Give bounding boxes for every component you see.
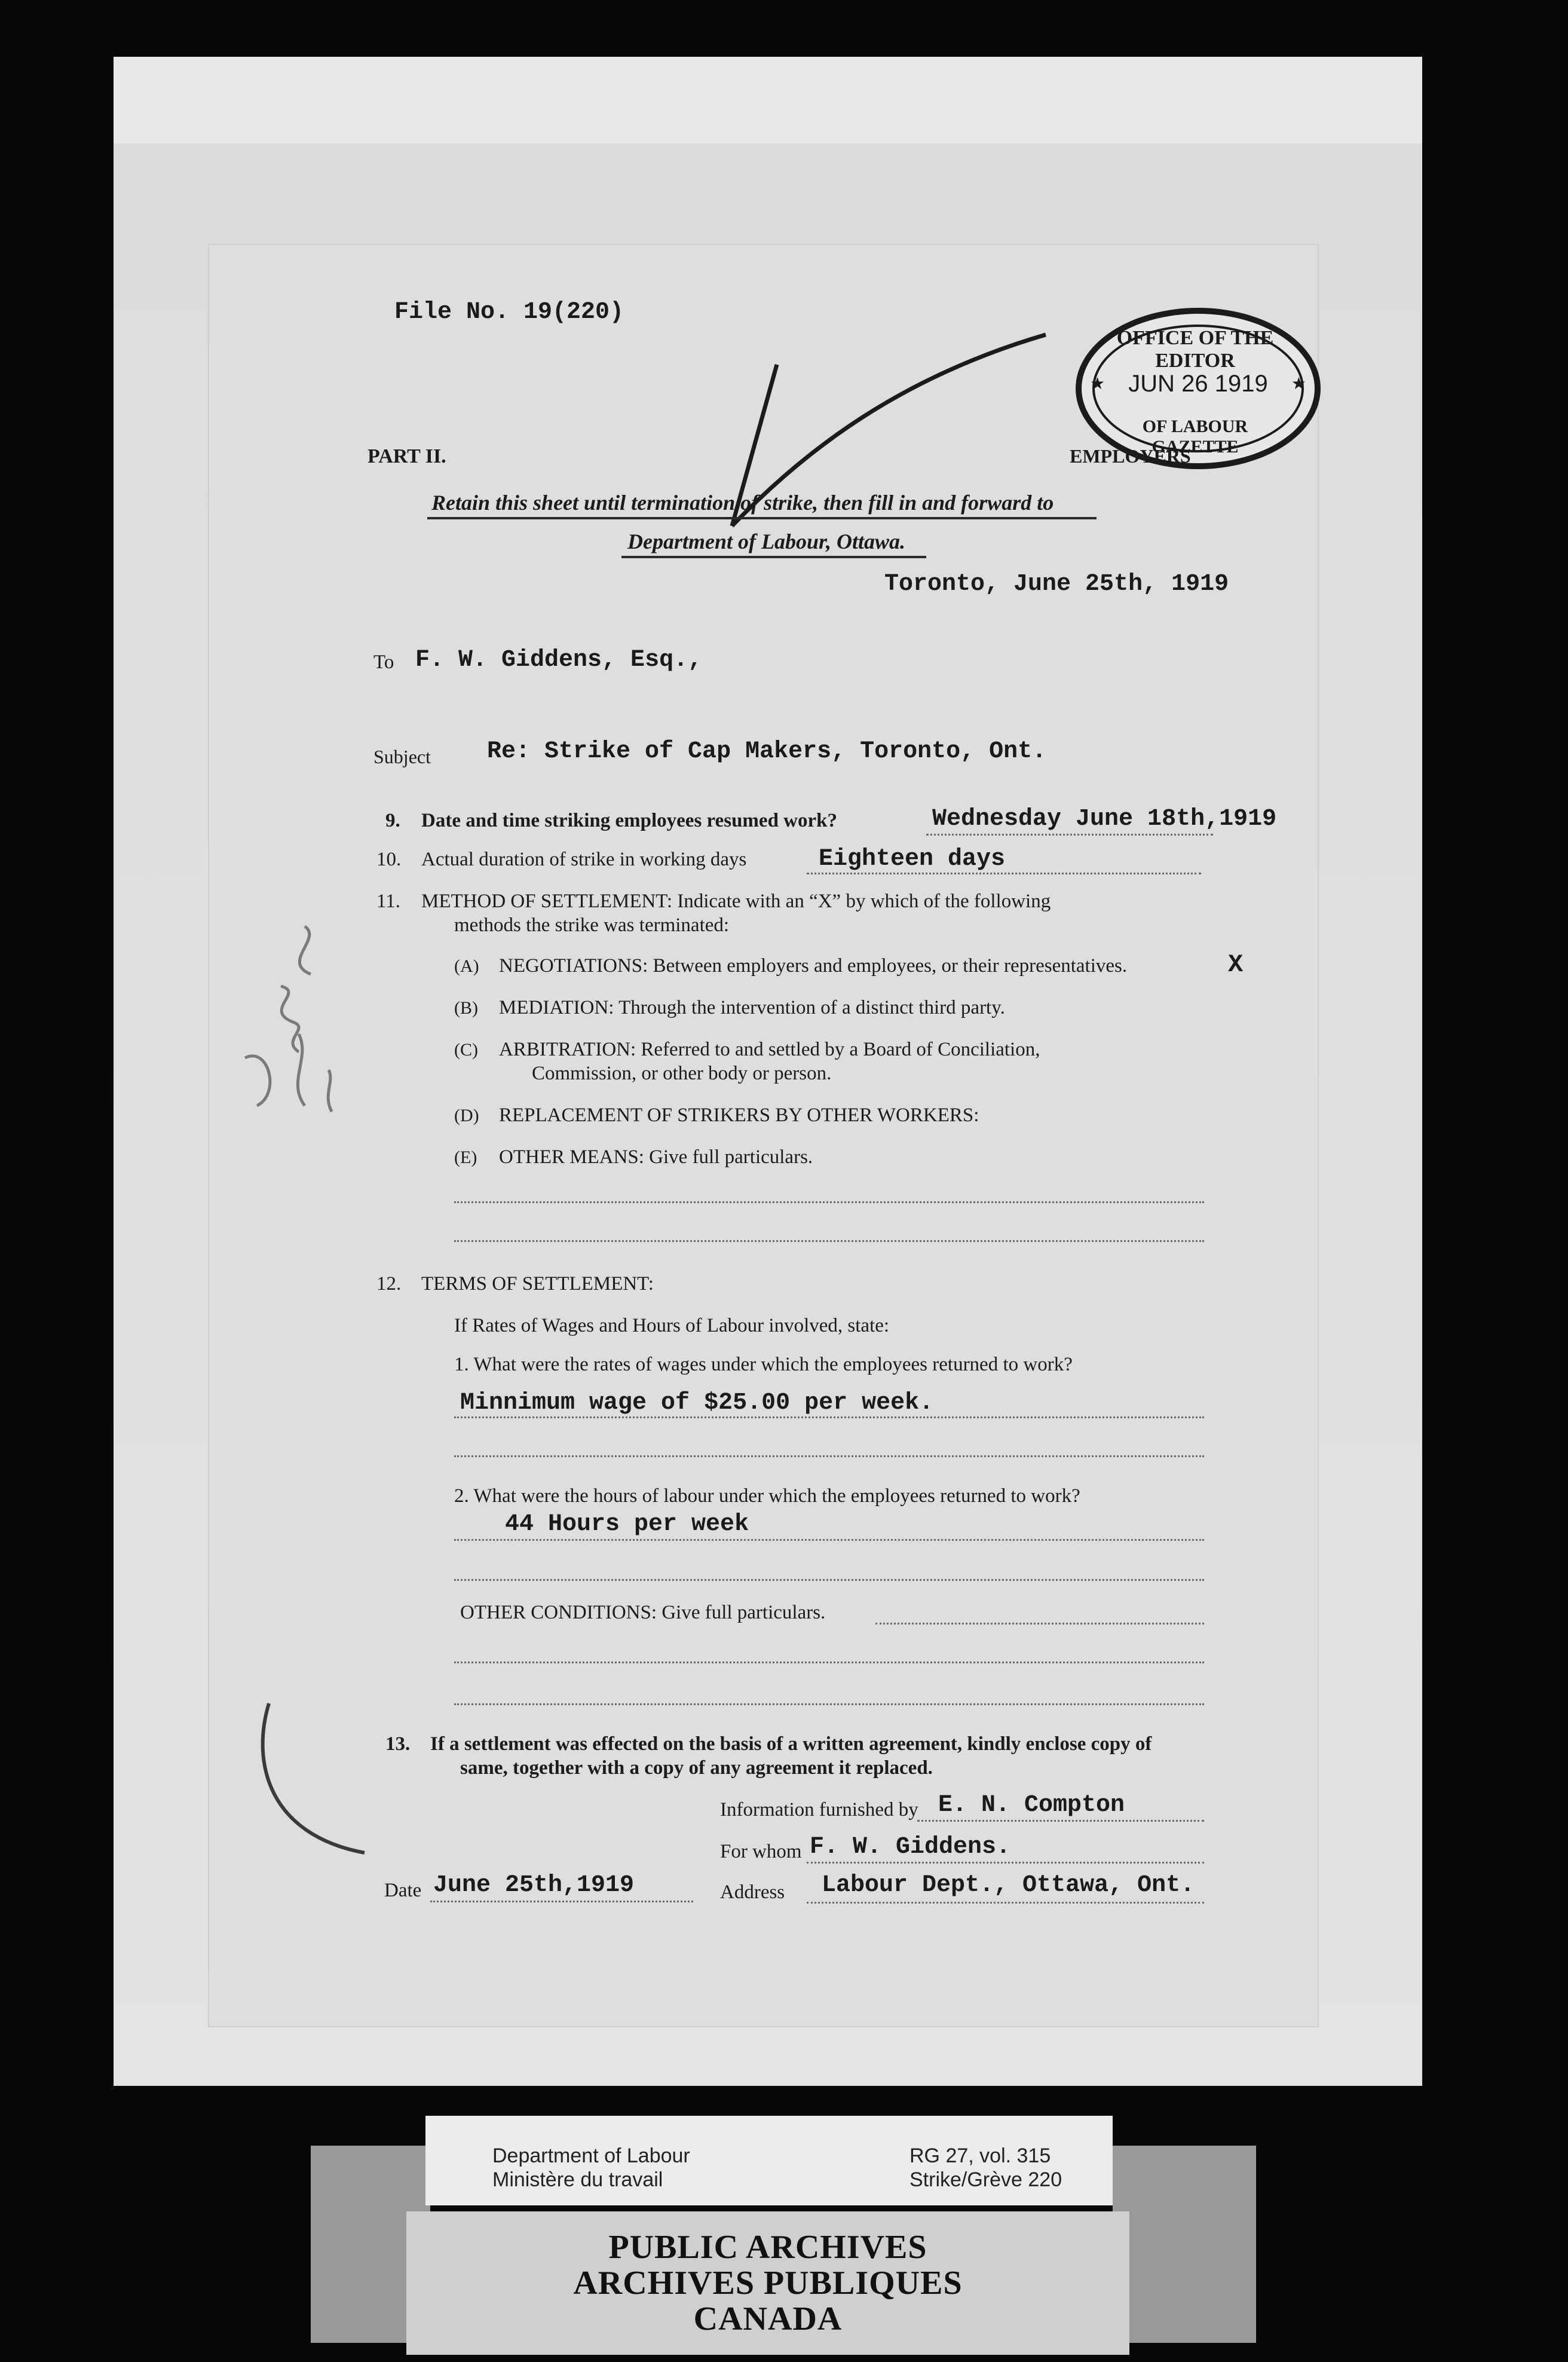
q11-option-text: MEDIATION: Through the intervention of a distinct third party. [499,997,1005,1018]
q12-sub2-answer: 44 Hours per week [505,1511,749,1538]
q12-sub1-question: 1. What were the rates of wages under which the employees returned to work? [454,1354,1073,1375]
q10-number: 10. [376,849,402,870]
q11-option-letter: (C) [454,1040,478,1060]
q11-option-letter: (E) [454,1148,477,1167]
archive-tab-right [1113,2146,1256,2343]
archive-ref-volume: RG 27, vol. 315 [909,2144,1051,2167]
q13-line2: same, together with a copy of any agreement it replaced. [460,1757,933,1779]
public-archives-en: PUBLIC ARCHIVES [608,2229,927,2266]
whom-label: For whom [720,1841,802,1862]
q11-number: 11. [376,891,401,912]
q9-label: Date and time striking employees resumed work? [421,810,837,831]
place-date: Toronto, June 25th, 1919 [884,571,1229,598]
retain-instruction: Retain this sheet until termination of strike, then fill in and forward to [431,491,1054,515]
q12-other-label: OTHER CONDITIONS: Give full particulars. [460,1602,826,1623]
address-value: Labour Dept., Ottawa, Ont. [822,1872,1195,1899]
q11-line2: methods the strike was terminated: [454,914,730,936]
rule-bottom [621,556,926,558]
q11-option-text: OTHER MEANS: Give full particulars. [499,1146,813,1168]
archive-label-card [425,2116,1113,2205]
margin-pencil-marks-icon [209,914,388,1273]
stamp-bottom-text: OF LABOUR GAZETTE [1142,417,1248,457]
rule-top [427,517,1097,519]
q12-intro: If Rates of Wages and Hours of Labour involved, state: [454,1315,890,1336]
public-archives-strip [406,2211,1129,2355]
q12-sub2-line [454,1539,1204,1541]
q11-option-letter: (B) [454,998,478,1018]
star-icon: ★ [1291,375,1306,393]
q11-option-mark: X [1228,950,1244,979]
q12-sub1-line [454,1455,1204,1457]
q12-sub2-question: 2. What were the hours of labour under which the employees returned to work? [454,1485,1080,1507]
q11-option-letter: (A) [454,956,479,976]
q10-label: Actual duration of strike in working days [421,849,747,870]
q12-other-line [454,1703,1204,1705]
subject-value: Re: Strike of Cap Makers, Toronto, Ont. [487,738,1047,765]
q12-other-line [875,1623,1204,1624]
file-number: File No. 19(220) [394,299,624,326]
public-archives-fr: ARCHIVES PUBLIQUES [573,2265,963,2302]
q12-number: 12. [376,1273,402,1295]
q11-option-text: NEGOTIATIONS: Between employers and employees, or their representatives. [499,955,1128,977]
whom-line [807,1862,1204,1864]
star-icon: ★ [1090,375,1105,393]
q12-sub1-line [454,1416,1204,1418]
q9-number: 9. [385,810,400,831]
q12-other-line [454,1662,1204,1663]
stamp-date: JUN 26 1919 [1128,371,1268,397]
q11-line1: METHOD OF SETTLEMENT: Indicate with an “X” by which of the following [421,891,1051,912]
info-value: E. N. Compton [938,1792,1125,1819]
q12-sub1-answer: Minnimum wage of $25.00 per week. [460,1390,934,1416]
q11-option-text: REPLACEMENT OF STRIKERS BY OTHER WORKERS: [499,1104,979,1126]
subject-label: Subject [373,746,431,767]
addressee: F. W. Giddens, Esq., [415,647,703,674]
to-label: To [373,651,394,673]
q9-value: Wednesday June 18th,1919 [932,806,1277,833]
q12-label: TERMS OF SETTLEMENT: [421,1273,654,1295]
q9-field-line [926,834,1213,836]
date-label: Date [384,1880,422,1901]
archive-ref-strike: Strike/Grève 220 [909,2168,1062,2191]
part-heading: PART II. [368,445,446,467]
dept-en: Department of Labour [492,2144,690,2167]
strike-form [209,245,1318,2026]
dept-fr: Ministère du travail [492,2168,663,2191]
q11-other-line [454,1240,1204,1242]
whom-value: F. W. Giddens. [810,1834,1011,1861]
q10-value: Eighteen days [819,846,1006,873]
q10-field-line [807,873,1201,874]
q13-number: 13. [385,1733,411,1755]
date-value: June 25th,1919 [433,1872,635,1899]
address-label: Address [720,1881,785,1903]
q11-option-letter: (D) [454,1106,479,1125]
info-line [917,1820,1204,1822]
q11-option-c-line2: Commission, or other body or person. [532,1063,832,1084]
date-line [430,1901,693,1902]
margin-pencil-bracket-icon [245,1691,400,1871]
q12-sub2-line [454,1579,1204,1581]
q11-other-line [454,1201,1204,1203]
retain-instruction-dept: Department of Labour, Ottawa. [627,530,906,553]
public-archives-canada: CANADA [693,2300,843,2337]
address-line [807,1902,1204,1904]
info-label: Information furnished by [720,1799,918,1821]
q13-line1: If a settlement was effected on the basis of a written agreement, kindly enclose copy of [430,1733,1152,1755]
q11-option-text: ARBITRATION: Referred to and settled by a Board of Conciliation, [499,1039,1040,1060]
employers-heading: EMPLOYERS [1070,445,1191,467]
stamp-top-text: OFFICE OF THE EDITOR [1116,327,1274,372]
